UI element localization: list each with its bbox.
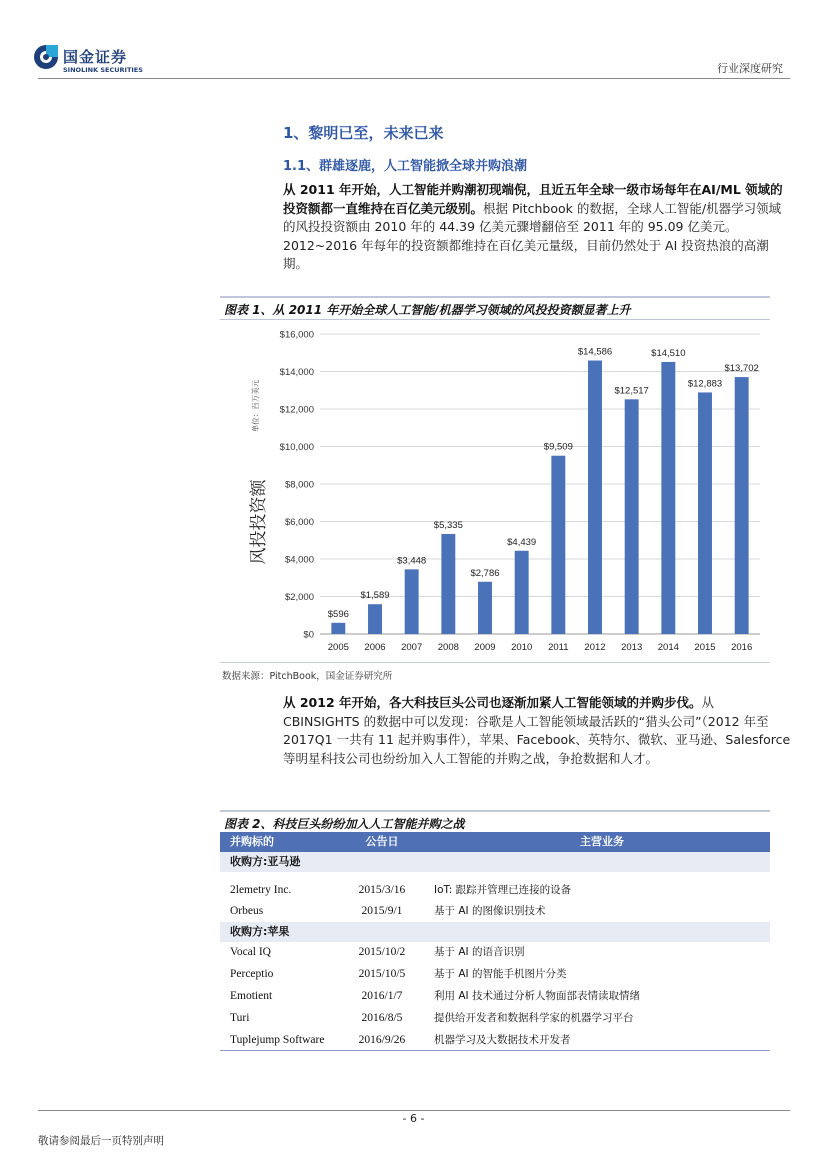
y-tick-label: $12,000: [279, 404, 314, 416]
paragraph-2: [283, 694, 793, 768]
business-cell: 基于 AI 的图像识别技术: [434, 905, 546, 917]
target-cell: 2lemetry Inc.: [230, 884, 292, 896]
x-tick-label: 2008: [437, 642, 459, 653]
target-cell: Turi: [230, 1012, 250, 1024]
table-row: [220, 963, 770, 985]
data-label: $14,586: [577, 346, 613, 358]
bar: [551, 456, 565, 634]
column-header-target: 并购标的: [230, 835, 274, 848]
business-cell: 机器学习及大数据技术开发者: [434, 1034, 571, 1046]
business-cell: IoT: 跟踪并管理已连接的设备: [434, 884, 572, 896]
business-cell: 提供给开发者和数据科学家的机器学习平台: [434, 1012, 634, 1024]
data-label: $4,439: [507, 536, 537, 548]
x-tick-label: 2006: [364, 642, 386, 653]
logo-icon: [33, 44, 59, 70]
bar: [515, 551, 529, 634]
y-tick-label: $16,000: [279, 329, 314, 341]
x-tick-label: 2013: [621, 642, 643, 653]
y-tick-label: $8,000: [284, 479, 314, 491]
target-cell: Tuplejump Software: [230, 1034, 325, 1046]
bar: [698, 392, 712, 634]
figure-1-source: 数据来源：PitchBook，国金证券研究所: [222, 671, 393, 682]
date-cell: 2015/10/2: [358, 946, 406, 958]
paragraph-1: [283, 181, 793, 274]
y-tick-label: $6,000: [284, 517, 314, 528]
x-tick-label: 2014: [657, 642, 679, 653]
data-label: $2,786: [470, 567, 500, 579]
x-tick-label: 2005: [327, 642, 349, 653]
y-axis-label: 风投投资额: [249, 479, 269, 565]
target-cell: Orbeus: [230, 905, 264, 917]
data-label: $13,702: [724, 363, 759, 375]
logo-text-en: SINOLINK SECURITIES: [63, 66, 143, 74]
footer-divider: [38, 1110, 790, 1111]
table-row: [220, 1007, 770, 1029]
data-label: $12,883: [687, 378, 723, 390]
x-tick-label: 2012: [584, 642, 606, 653]
bar: [368, 604, 382, 634]
unit-label: 单位：百万美元: [251, 379, 260, 433]
data-label: $12,517: [614, 385, 649, 397]
x-tick-label: 2010: [511, 642, 533, 653]
y-tick-label: $0: [303, 629, 314, 641]
table-row: [220, 880, 770, 901]
table-header: [220, 832, 770, 852]
figure-2-title: 图表 2、科技巨头纷纷加入人工智能并购之战: [220, 810, 770, 834]
data-label: $1,589: [360, 590, 390, 602]
figure-1-divider: [220, 662, 770, 663]
acquisition-table: [220, 832, 770, 1051]
x-tick-label: 2011: [548, 642, 569, 653]
logo-text-cn: 国金证券: [63, 48, 128, 66]
target-cell: Perceptio: [230, 968, 274, 980]
bar: [441, 534, 455, 634]
x-tick-label: 2007: [401, 642, 423, 653]
bar: [735, 377, 749, 634]
x-tick-label: 2016: [731, 642, 753, 653]
bar: [588, 361, 602, 634]
y-tick-label: $10,000: [279, 442, 314, 453]
header-divider: [38, 78, 790, 79]
data-label: $3,448: [397, 555, 427, 567]
target-cell: Vocal IQ: [230, 946, 271, 958]
y-tick-label: $4,000: [284, 554, 314, 566]
business-cell: 基于 AI 的智能手机图片分类: [434, 968, 567, 980]
bar: [625, 399, 639, 634]
data-label: $14,510: [651, 347, 686, 359]
date-cell: 2015/3/16: [358, 884, 406, 896]
data-label: $596: [327, 608, 349, 620]
paragraph-2-body: 从 CBINSIGHTS 的数据中可以发现：谷歌是人工智能领域最活跃的“猎头公司”（2012 年至 2017Q1 一共有 11 起并购事件），苹果、Facebook、英特尔、微软、亚马逊、Salesforce 等明星科技公司也纷纷加入人工智能的并购之战，争抢数据和人才。: [283, 695, 791, 766]
paragraph-1-body: 根据 Pitchbook 的数据，全球人工智能/机器学习领域的风投投资额由 2010 年的 44.39 亿美元骤增翻倍至 2011 年的 95.09 亿美元。2012~2016 年每年的投资额都维持在百亿美元量级，目前仍然处于 AI 投资热浪的高潮期。: [283, 200, 782, 271]
table-row: [220, 1029, 770, 1051]
figure-1-title: 图表 1、从 2011 年开始全球人工智能/机器学习领域的风投投资额显著上升: [220, 296, 770, 320]
paragraph-2-lead: 从 2012 年开始，各大科技巨头公司也逐渐加紧人工智能领域的并购步伐。: [283, 695, 702, 710]
business-cell: 基于 AI 的语音识别: [434, 946, 525, 958]
data-label: $5,335: [433, 519, 463, 531]
date-cell: 2016/9/26: [358, 1034, 406, 1046]
row-spacer: [220, 872, 770, 880]
bar: [661, 362, 675, 634]
table-body: [220, 852, 770, 1051]
date-cell: 2016/8/5: [361, 1012, 403, 1024]
table-row: [220, 942, 770, 963]
column-header-date: 公告日: [365, 835, 399, 848]
venture-investment-bar-chart: [220, 322, 770, 662]
date-cell: 2016/1/7: [361, 990, 403, 1002]
report-type: 行业深度研究: [717, 62, 783, 75]
column-header-business: 主营业务: [580, 835, 624, 848]
bar: [478, 582, 492, 634]
paragraph-1-lead: 从 2011 年开始，人工智能并购潮初现端倪，且近五年全球一级市场每年在AI/ML 领域的投资额都一直维持在百亿美元级别。: [283, 182, 783, 216]
data-label: $9,509: [543, 441, 573, 453]
acquirer-row: 收购方:亚马逊: [220, 852, 770, 872]
x-tick-label: 2015: [694, 642, 716, 653]
table-row: [220, 985, 770, 1007]
date-cell: 2015/9/1: [361, 905, 403, 917]
table-bottom-rule: [220, 1050, 770, 1051]
business-cell: 利用 AI 技术通过分析人物面部表情读取情绪: [434, 990, 640, 1002]
y-tick-label: $2,000: [284, 592, 314, 603]
date-cell: 2015/10/5: [358, 968, 406, 980]
x-tick-label: 2009: [474, 642, 496, 653]
page-number: - 6 -: [402, 1112, 425, 1125]
section-heading: 1、黎明已至，未来已来: [283, 124, 444, 142]
bar: [405, 569, 419, 634]
target-cell: Emotient: [230, 990, 273, 1002]
y-tick-label: $14,000: [279, 367, 314, 378]
acquirer-row: 收购方:苹果: [220, 922, 770, 942]
table-row: [220, 901, 770, 922]
footer-disclaimer: 敬请参阅最后一页特别声明: [38, 1135, 164, 1147]
bar: [331, 623, 345, 634]
subsection-heading: 1.1、群雄逐鹿，人工智能掀全球并购浪潮: [283, 159, 528, 174]
